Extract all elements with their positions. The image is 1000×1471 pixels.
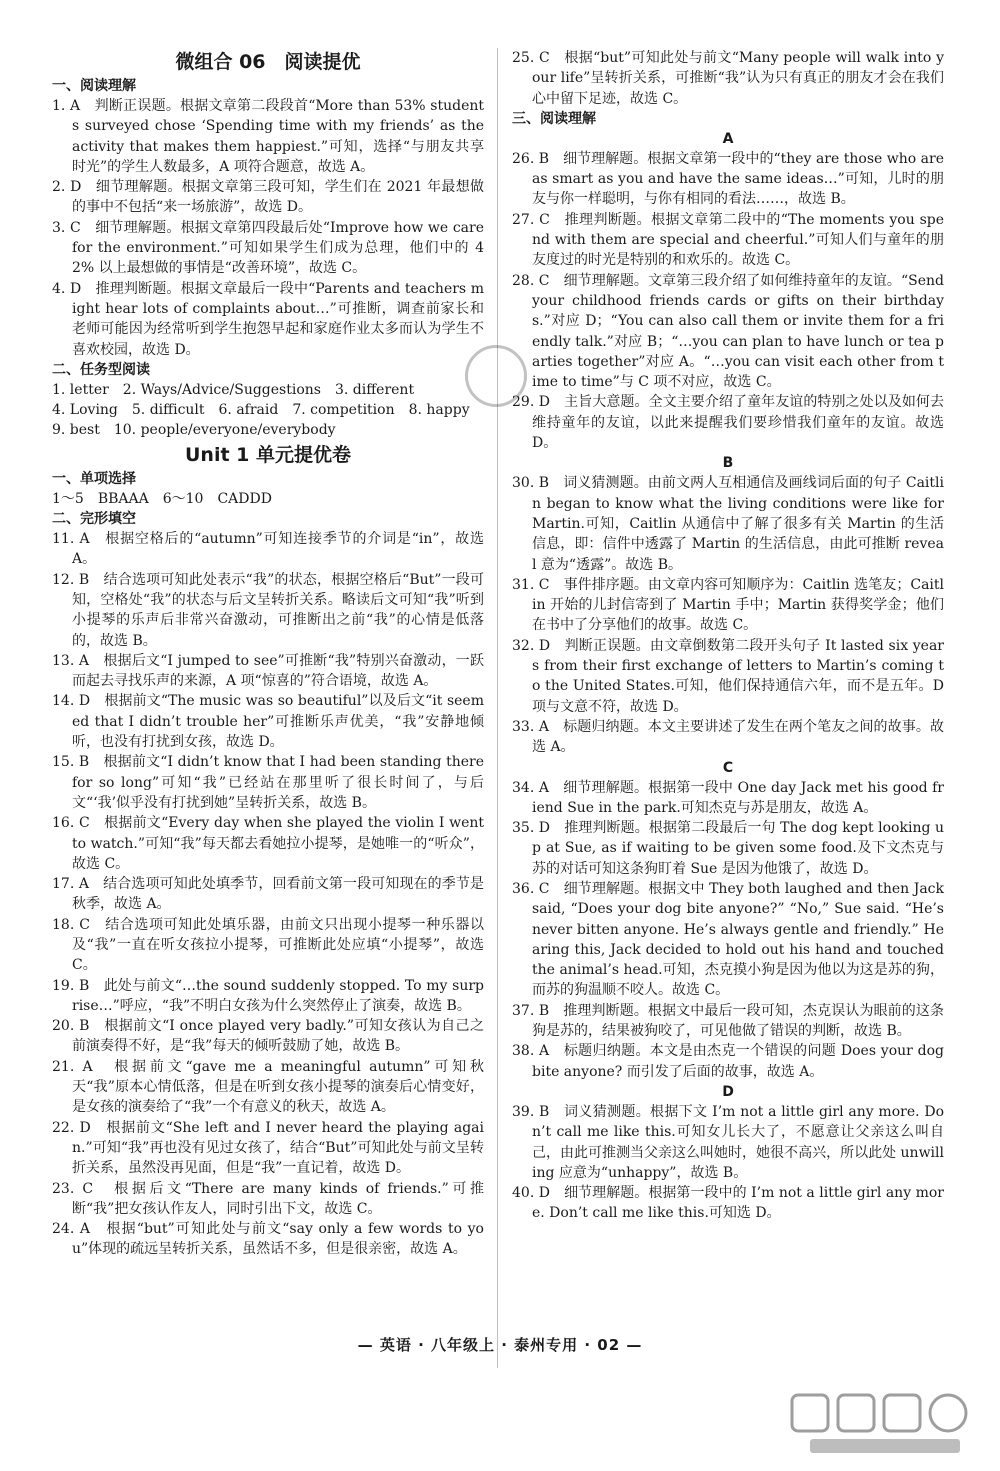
passage-label: C <box>722 759 734 776</box>
section-heading: 二、完形填空 <box>52 511 136 528</box>
answer-item: 37. B 推理判断题。根据文中最后一段可知，杰克误认为眼前的这条狗是苏的，结果被狗咬了，可见他做了错误的判断，故选 B。 <box>512 1002 944 1040</box>
answer-item: 34. A 细节理解题。根据第一段中 One day Jack met his good friend Sue in the park.可知杰克与苏是朋友，故选 A。 <box>512 779 944 816</box>
section-heading: 三、阅读理解 <box>512 110 596 127</box>
answer-item: 4. D 推理判断题。根据文章最后一段中“Parents and teachers might hear lots of complaints about…”可推断，调查前家长和老师可能因为经常听到学生抱怨早起和家庭作业太多而认为学生不喜欢校园，故选 D。 <box>52 280 484 358</box>
answer-item: 1. A 判断正误题。根据文章第二段段首“More than 53% students surveyed chose ‘Spending time with my friends’ as the activity that makes them happiest.”可知，选择“与朋友共享时光”的学生人数最多，A 项符合题意，故选 A。 <box>52 98 484 175</box>
answer-item: 35. D 推理判断题。根据第二段最后一句 The dog kept looking up at Sue, as if waiting to be given some food.及下文杰克与苏的对话可知这条狗盯着 Sue 是因为他饿了，故选 D。 <box>512 820 944 877</box>
answer-item: 19. B 此处与前文“…the sound suddenly stopped. To my surprise…”呼应，“我”不明白女孩为什么突然停止了演奏，故选 B。 <box>52 977 484 1014</box>
answer-line: 4. Loving 5. difficult 6. afraid 7. competition 8. happy <box>52 402 470 419</box>
section-heading: 二、任务型阅读 <box>52 361 150 378</box>
answer-item: 29. D 主旨大意题。全文主要介绍了童年友谊的特别之处以及如何去维持童年的友谊，以此来提醒我们要珍惜我们童年的友谊。故选 D。 <box>512 394 944 452</box>
answer-item: 15. B 根据前文“I didn’t know that I had been standing there for so long”可知“我”已经站在那里听了很长时间了，与后文“‘我’似乎没有打扰到她”呈转折关系，故选 B。 <box>52 754 484 811</box>
answer-line: 1. letter 2. Ways/Advice/Suggestions 3. different <box>52 381 415 398</box>
answer-item: 31. C 事件排序题。由文章内容可知顺序为：Caitlin 选笔友；Caitlin 开始的儿封信寄到了 Martin 手中；Martin 获得奖学金；他们在书中了分享他们的故事。故选 C。 <box>512 576 944 634</box>
left-column <box>52 48 484 1260</box>
column-divider <box>497 48 498 1368</box>
answer-item: 25. C 根据“but”可知此处与前文“Many people will walk into your life”呈转折关系，可推断“我”认为只有真正的朋友才会在我们心中留下足迹，故选 C。 <box>512 50 944 107</box>
answer-item: 18. C 结合选项可知此处填乐器，由前文只出现小提琴一种乐器以及“我”一直在听女孩拉小提琴，可推断此处应填“小提琴”，故选 C。 <box>52 916 484 974</box>
answer-item: 14. D 根据前文“The music was so beautiful”以及后文“it seemed that I didn’t trouble her”可推断乐声优美，“我”安静地倾听，也没有打扰到女孩，故选 D。 <box>52 693 484 751</box>
answer-item: 16. C 根据前文“Every day when she played the violin I went to watch.”可知“我”每天都去看她拉小提琴，是她唯一的“听众”，故选 C。 <box>52 815 484 872</box>
answer-item: 3. C 细节理解题。根据文章第四段最后处“Improve how we care for the environment.”可知如果学生们成为总理，他们中的 42% 以上最想做的事情是“改善环境”，故选 C。 <box>52 219 484 277</box>
answer-line: 9. best 10. people/everyone/everybody <box>52 422 336 439</box>
answer-item: 28. C 细节理解题。文章第三段介绍了如何维持童年的友谊。“Send your childhood friends cards or gifts on their birthdays.”对应 D；“You can also call them or invite them for a friendly talk.”对应 B；“…you can plan to have lunch or tea parties together”对应 A。“…you can visit each other from time to time”与 C 项不对应，故选 C。 <box>512 272 944 391</box>
answer-item: 13. A 根据后文“I jumped to see”可推断“我”特别兴奋激动，一跃而起去寻找乐声的来源，A 项“惊喜的”符合语境，故选 A。 <box>52 652 484 690</box>
answer-item: 2. D 细节理解题。根据文章第三段可知，学生们在 2021 年最想做的事中不包括“来一场旅游”，故选 D。 <box>52 179 484 216</box>
right-column <box>512 48 944 1224</box>
answer-item: 40. D 细节理解题。根据第一段中的 I’m not a little girl any more. Don’t call me like this.可知选 D。 <box>512 1185 944 1222</box>
answer-line: 1～5 BBAAA 6～10 CADDD <box>52 490 272 507</box>
section-title: 微组合 06 阅读提优 <box>175 51 361 73</box>
answer-item: 23. C 根据后文“There are many kinds of friends.”可推断“我”把女孩认作友人，同时引出下文，故选 C。 <box>52 1180 484 1217</box>
answer-item: 11. A 根据空格后的“autumn”可知连接季节的介词是“in”，故选 A。 <box>52 531 484 568</box>
answer-item: 24. A 根据“but”可知此处与前文“say only a few words to you”体现的疏远呈转折关系，虽然话不多，但是很亲密，故选 A。 <box>52 1221 484 1258</box>
answer-item: 38. A 标题归纳题。本文是由杰克一个错误的问题 Does your dog bite anyone? 而引发了后面的故事，故选 A。 <box>512 1043 944 1080</box>
answer-item: 17. A 结合选项可知此处填季节，回看前文第一段可知现在的季节是秋季，故选 A。 <box>52 876 484 913</box>
answer-item: 26. B 细节理解题。根据文章第一段中的“they are those who are as smart as you and have the same ideas…”可知，儿时的朋友与你一样聪明，与你有相同的看法……，故选 B。 <box>512 150 944 208</box>
section-heading: 一、阅读理解 <box>52 78 136 94</box>
answer-item: 32. D 判断正误题。由文章倒数第二段开头句子 It lasted six years from their first exchange of letters to Martin’s coming to the United States.可知，他们保持通信六年，而不是五年。D 项与文意不符，故选 D。 <box>512 637 944 715</box>
answer-item: 27. C 推理判断题。根据文章第二段中的“The moments you spend with them are special and cheerful.”可知人们与童年的朋友度过的时光是特别的和欢乐的。故选 C。 <box>512 211 944 269</box>
answer-item: 22. D 根据前文“She left and I never heard the playing again.”可知“我”再也没有见过女孩了，结合“But”可知此处与前文呈转折关系，虽然没再见面，但是“我”一直记着，故选 D。 <box>52 1119 484 1177</box>
answer-item: 39. B 词义猜测题。根据下文 I’m not a little girl any more. Don’t call me like this.可知女儿长大了，不愿意让父亲这么叫自己，由此可推测当父亲这么叫她时，她很不高兴，所以此处 unwilling 应意为“unhappy”，故选 B。 <box>512 1103 944 1181</box>
passage-label: D <box>722 1083 734 1100</box>
answer-item: 21. A 根据前文“gave me a meaningful autumn”可知秋天“我”原本心情低落，但是在听到女孩小提琴的演奏后心情变好，是女孩的演奏给了“我”一个有意义的秋天，故选 A。 <box>52 1058 484 1116</box>
passage-label: B <box>722 455 734 472</box>
answer-item: 33. A 标题归纳题。本文主要讲述了发生在两个笔友之间的故事。故选 A。 <box>512 718 944 756</box>
answer-item: 20. B 根据前文“I once played very badly.”可知女孩认为自己之前演奏得不好，是“我”每天的倾听鼓励了她，故选 B。 <box>52 1018 484 1055</box>
answer-item: 12. B 结合选项可知此处表示“我”的状态，根据空格后“But”一段可知，空格处“我”的状态与后文呈转折关系。略读后文可知“我”听到小提琴的乐声后非常兴奋激动，可推断出之前“我”的心情是低落的，故选 B。 <box>52 571 484 649</box>
page-footer: — 英语 · 八年级上 · 泰州专用 · 02 — <box>357 1336 643 1354</box>
passage-label: A <box>722 130 734 147</box>
section-heading: 一、单项选择 <box>52 470 136 487</box>
watermark-logo-icon <box>790 1391 978 1457</box>
section-title: Unit 1 单元提优卷 <box>185 443 351 466</box>
answer-item: 30. B 词义猜测题。由前文两人互相通信及画线词后面的句子 Caitlin began to know what the living conditions were like for Martin.可知，Caitlin 从通信中了解了很多有关 Martin 的生活信息，即：信件中透露了 Martin 的生活信息，由此可推断 reveal 意为“透露”。故选 B。 <box>512 475 944 573</box>
answer-item: 36. C 细节理解题。根据文中 They both laughed and then Jack said, “Does your dog bite anyone?” “No,” Sue said. “He’s never bitten anyone. He’s always gentle and friendly.” Hearing this, Jack decided to hold out his hand and touched the animal’s head.可知，杰克摸小狗是因为他以为这是苏的狗，而苏的狗温顺不咬人。故选 C。 <box>512 880 944 999</box>
